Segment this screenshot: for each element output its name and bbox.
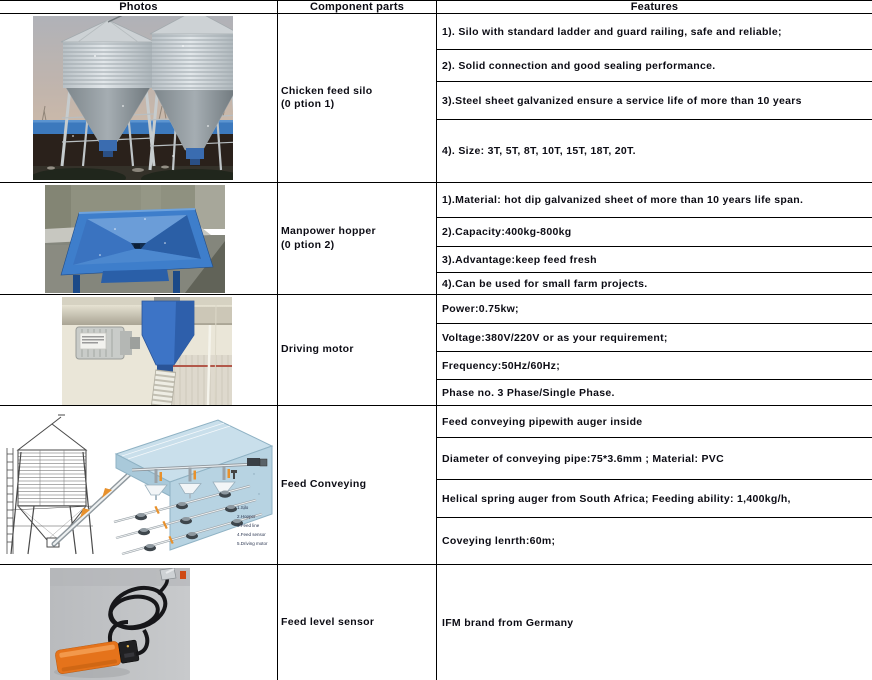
feature-text: 4). Size: 3T, 5T, 8T, 10T, 15T, 18T, 20T. xyxy=(442,145,636,157)
col-header-features: Features xyxy=(437,0,872,14)
legend-item: 5.Driving motor xyxy=(237,541,268,546)
feature-text: 4).Can be used for small farm projects. xyxy=(442,277,648,290)
feature-text: 1).Material: hot dip galvanized sheet of more than 10 years life span. xyxy=(442,194,804,206)
component-name: Feed level sensor xyxy=(281,615,375,628)
table-row-motor xyxy=(0,295,872,406)
feature-text: Diameter of conveying pipe:75*3.6mm ; Material: PVC xyxy=(442,452,724,465)
table-row-hopper xyxy=(0,183,872,295)
red-watermark xyxy=(180,571,186,579)
col-header-component-parts: Component parts xyxy=(278,0,437,14)
legend-item: 2.Hopper xyxy=(237,514,256,519)
feature-text: Feed conveying pipewith auger inside xyxy=(442,415,643,428)
feature-text: Frequency:50Hz/60Hz; xyxy=(442,359,561,372)
feature-text: Voltage:380V/220V or as your requirement; xyxy=(442,331,668,344)
component-cell-motor xyxy=(278,295,437,406)
feature-text: Helical spring auger from South Africa; Feeding ability: 1,400kg/h, xyxy=(442,492,791,505)
component-name: Manpower hopper xyxy=(281,225,376,237)
legend-item: 3.Feed line xyxy=(237,523,260,528)
feature-item xyxy=(437,218,872,247)
feed-conveying-system-diagram xyxy=(4,414,276,564)
features-cell-hopper xyxy=(437,183,872,295)
features-cell-sensor xyxy=(437,565,872,680)
motor-body xyxy=(76,327,140,359)
feature-text: Power:0.75kw; xyxy=(442,303,519,315)
feature-item xyxy=(437,82,872,120)
photo-cell-sensor xyxy=(0,565,278,680)
feature-item xyxy=(437,183,872,218)
feature-item xyxy=(437,518,872,565)
feature-text: 3).Advantage:keep feed fresh xyxy=(442,253,597,266)
driving-motor-photo xyxy=(62,297,232,405)
feature-text: Coveying lenrth:60m; xyxy=(442,535,556,547)
features-cell-conveying xyxy=(437,406,872,565)
feature-item xyxy=(437,120,872,183)
orange-feed-level-sensor-photo xyxy=(50,568,190,680)
table-row-conveying xyxy=(0,406,872,565)
feature-item xyxy=(437,247,872,273)
component-name: Driving motor xyxy=(281,343,354,356)
two-chicken-feed-silos-photo xyxy=(33,16,233,180)
feature-text: Phase no. 3 Phase/Single Phase. xyxy=(442,386,615,399)
component-name: Chicken feed silo xyxy=(281,84,373,97)
feature-item xyxy=(437,352,872,380)
table-header-row xyxy=(0,0,872,14)
feature-text: 2).Capacity:400kg-800kg xyxy=(442,226,572,238)
table-row-silo xyxy=(0,14,872,183)
feature-item xyxy=(437,273,872,295)
component-cell-conveying xyxy=(278,406,437,565)
component-option: (0 ption 1) xyxy=(281,98,335,110)
feature-text: IFM brand from Germany xyxy=(442,616,574,629)
feature-item xyxy=(437,406,872,438)
legend-item: 1.Silo xyxy=(237,505,249,510)
col-header-photos: Photos xyxy=(0,0,278,14)
photo-cell-motor xyxy=(0,295,278,406)
feature-item xyxy=(437,438,872,480)
feature-item xyxy=(437,295,872,324)
component-cell-hopper xyxy=(278,183,437,295)
feature-text: 1). Silo with standard ladder and guard railing, safe and reliable; xyxy=(442,25,782,38)
feature-item xyxy=(437,380,872,406)
feature-item xyxy=(437,565,872,680)
component-cell-silo xyxy=(278,14,437,183)
legend-item: 4.Feed sensor xyxy=(237,532,266,537)
diagram-driving-motor xyxy=(247,458,267,466)
component-option: (0 ption 2) xyxy=(281,238,335,251)
photo-cell-silo xyxy=(0,14,278,183)
feature-text: 3).Steel sheet galvanized ensure a service life of more than 10 years xyxy=(442,94,802,107)
photo-cell-hopper xyxy=(0,183,278,295)
component-name: Feed Conveying xyxy=(281,478,367,491)
feature-item xyxy=(437,14,872,50)
corrugated-tube xyxy=(151,370,175,405)
feature-item xyxy=(437,50,872,82)
blue-manpower-hopper-photo xyxy=(45,185,225,293)
feature-text: 2). Solid connection and good sealing performance. xyxy=(442,59,716,72)
table-row-sensor xyxy=(0,565,872,680)
feature-item xyxy=(437,324,872,352)
component-cell-sensor xyxy=(278,565,437,680)
features-cell-silo xyxy=(437,14,872,183)
feature-item xyxy=(437,480,872,518)
photo-cell-conveying xyxy=(0,406,278,565)
features-cell-motor xyxy=(437,295,872,406)
